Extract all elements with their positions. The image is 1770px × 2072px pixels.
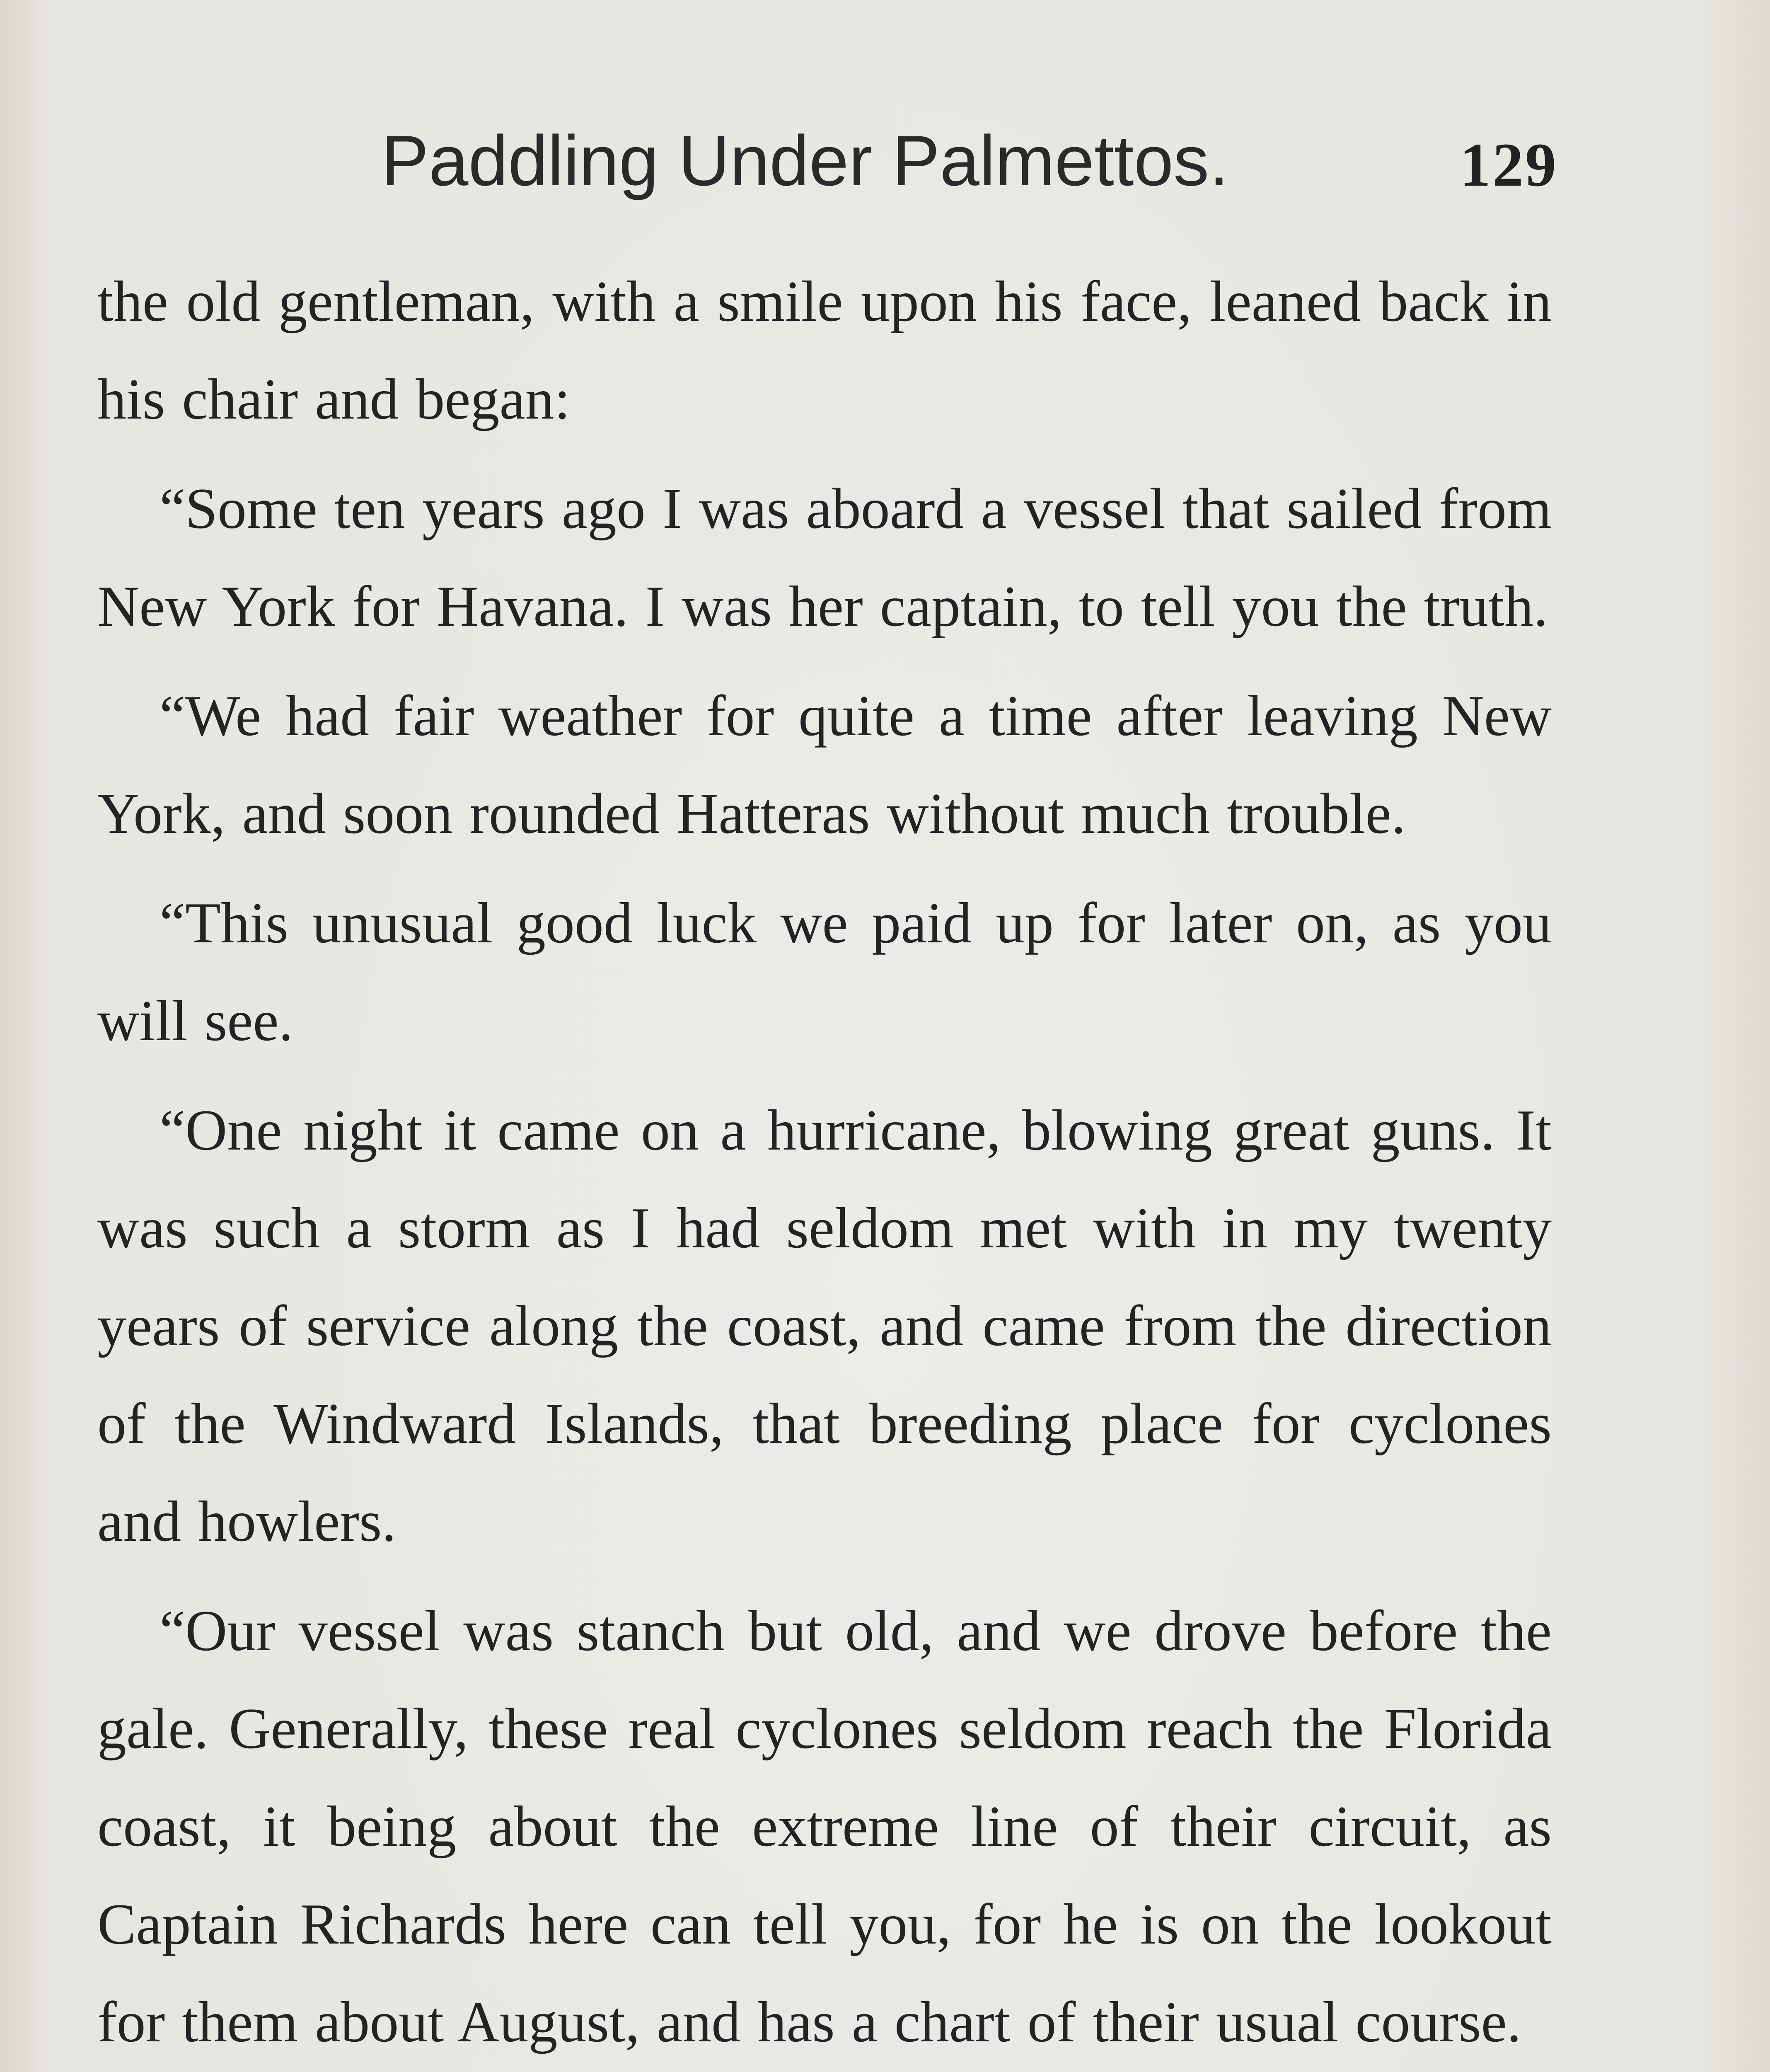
page-header xyxy=(99,111,1558,211)
body-text xyxy=(97,253,1552,2072)
paragraph: “This unusual good luck we paid up for later on, as you will see. xyxy=(97,891,1552,1053)
paragraph: “One night it came on a hurricane, blowing great guns. It was such a storm as I had seldom met with in my twenty years of service along the coast, and came from the direction of the Windward Islands, that breeding place for cyclones and howlers. xyxy=(97,1098,1552,1554)
paragraph: “Our vessel was stanch but old, and we drove before the gale. Generally, these real cyclones seldom reach the Florida coast, it being about the extreme line of their circuit, as Captain Richards here can tell you, for he is on the lookout for them about August, and has a chart of their usual course. xyxy=(97,1599,1552,2054)
paragraph: “Some ten years ago I was aboard a vessel that sailed from New York for Havana. I was her captain, to tell you the truth. xyxy=(97,477,1552,639)
paragraph: “We had fair weather for quite a time after leaving New York, and soon rounded Hatteras without much trouble. xyxy=(97,684,1552,846)
paragraph: the old gentleman, with a smile upon his face, leaned back in his chair and began: xyxy=(97,269,1552,431)
page-number: 129 xyxy=(1460,131,1558,199)
running-title: Paddling Under Palmettos. xyxy=(381,121,1229,201)
